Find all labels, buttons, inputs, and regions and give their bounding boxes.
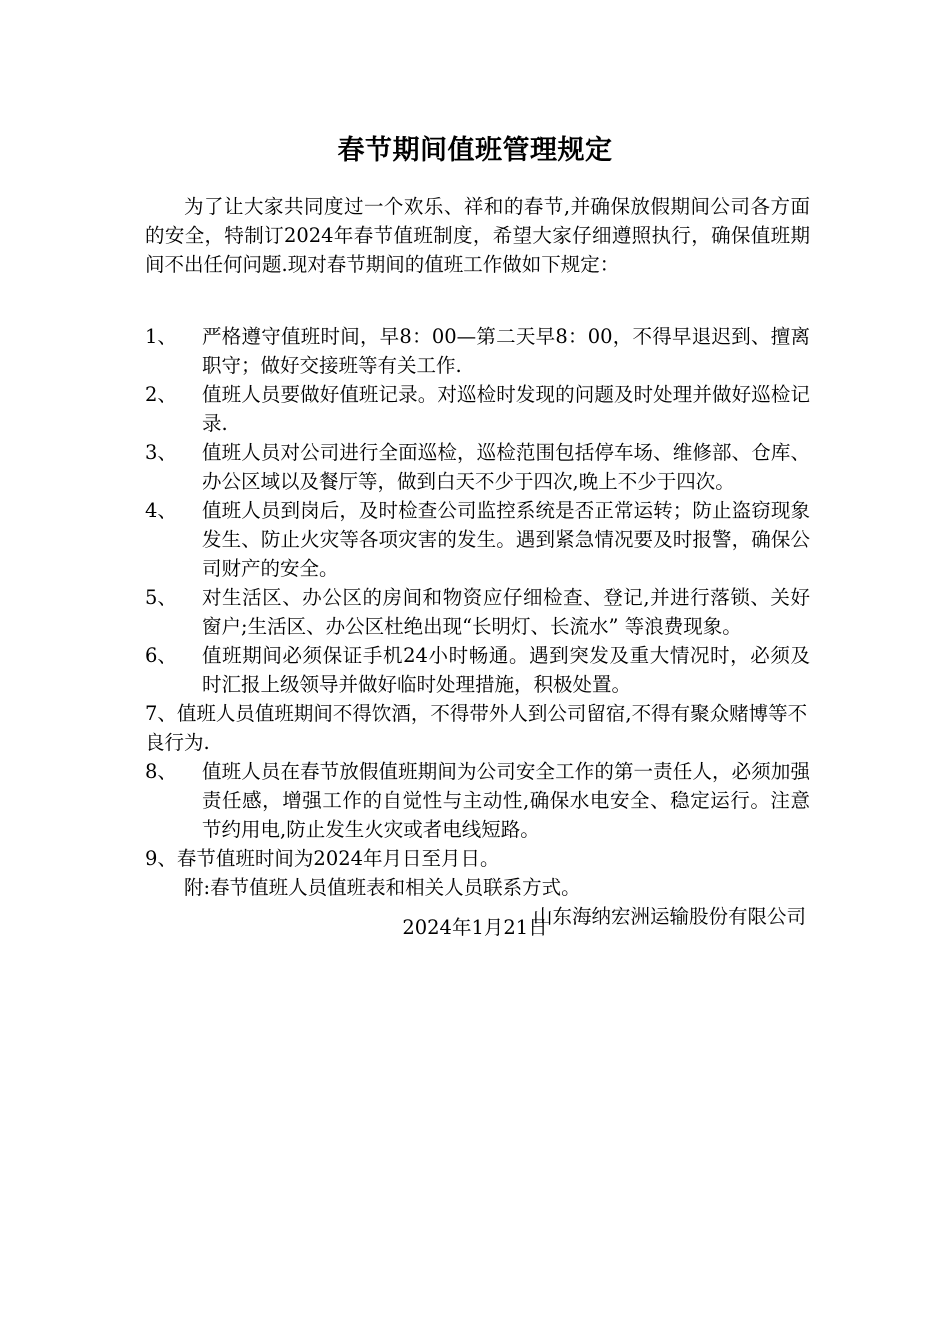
rule-number: 4、 bbox=[145, 499, 177, 522]
rule-text: 对生活区、办公区的房间和物资应仔细检查、登记,并进行落锁、关好窗户;生活区、办公区杜绝出现“长明灯、长流水” 等浪费现象。 bbox=[202, 586, 810, 638]
rule-text: 严格遵守值班时间，早8：00—第二天早8：00，不得早退迟到、擅离职守；做好交接班等有关工作. bbox=[202, 325, 810, 377]
rule-item-8 bbox=[145, 757, 810, 844]
rules-list bbox=[145, 322, 810, 931]
rule-item-2 bbox=[145, 380, 810, 438]
rule-number: 1、 bbox=[145, 325, 177, 348]
rule-number: 2、 bbox=[145, 383, 177, 406]
rule-number: 3、 bbox=[145, 441, 177, 464]
intro-paragraph: 为了让大家共同度过一个欢乐、祥和的春节,并确保放假期间公司各方面的安全，特制订2024年春节值班制度，希望大家仔细遵照执行，确保值班期间不出任何问题.现对春节期间的值班工作做如下规定： bbox=[145, 195, 810, 276]
rule-number: 8、 bbox=[145, 760, 177, 783]
rule-item-9: 9、春节值班时间为2024年月日至月日。 bbox=[145, 847, 500, 870]
rule-number: 5、 bbox=[145, 586, 177, 609]
rule-item-1 bbox=[145, 322, 810, 380]
rule-item-4 bbox=[145, 496, 810, 583]
annex-note: 附:春节值班人员值班表和相关人员联系方式。 bbox=[184, 876, 581, 899]
rule-text: 值班人员要做好值班记录。对巡检时发现的问题及时处理并做好巡检记录. bbox=[202, 383, 810, 435]
rule-item-7: 7、值班人员值班期间不得饮酒，不得带外人到公司留宿,不得有聚众赌博等不良行为. bbox=[145, 702, 808, 754]
rule-item-6 bbox=[145, 641, 810, 699]
rule-item-5 bbox=[145, 583, 810, 641]
document-date: 2024年1月21日 bbox=[402, 916, 548, 939]
company-signature: 山东海纳宏洲运输股份有限公司 bbox=[532, 905, 806, 928]
rule-text: 值班期间必须保证手机24小时畅通。遇到突发及重大情况时，必须及时汇报上级领导并做好临时处理措施，积极处置。 bbox=[202, 644, 810, 696]
rule-text: 值班人员到岗后，及时检查公司监控系统是否正常运转；防止盗窃现象发生、防止火灾等各项灾害的发生。遇到紧急情况要及时报警，确保公司财产的安全。 bbox=[202, 499, 810, 580]
rule-item-3 bbox=[145, 438, 810, 496]
rule-text: 值班人员对公司进行全面巡检，巡检范围包括停车场、维修部、仓库、办公区域以及餐厅等，做到白天不少于四次,晚上不少于四次。 bbox=[202, 441, 810, 493]
document-title: 春节期间值班管理规定 bbox=[337, 135, 613, 166]
rule-number: 6、 bbox=[145, 644, 177, 667]
rule-text: 值班人员在春节放假值班期间为公司安全工作的第一责任人，必须加强责任感，增强工作的自觉性与主动性,确保水电安全、稳定运行。注意节约用电,防止发生火灾或者电线短路。 bbox=[202, 760, 810, 841]
